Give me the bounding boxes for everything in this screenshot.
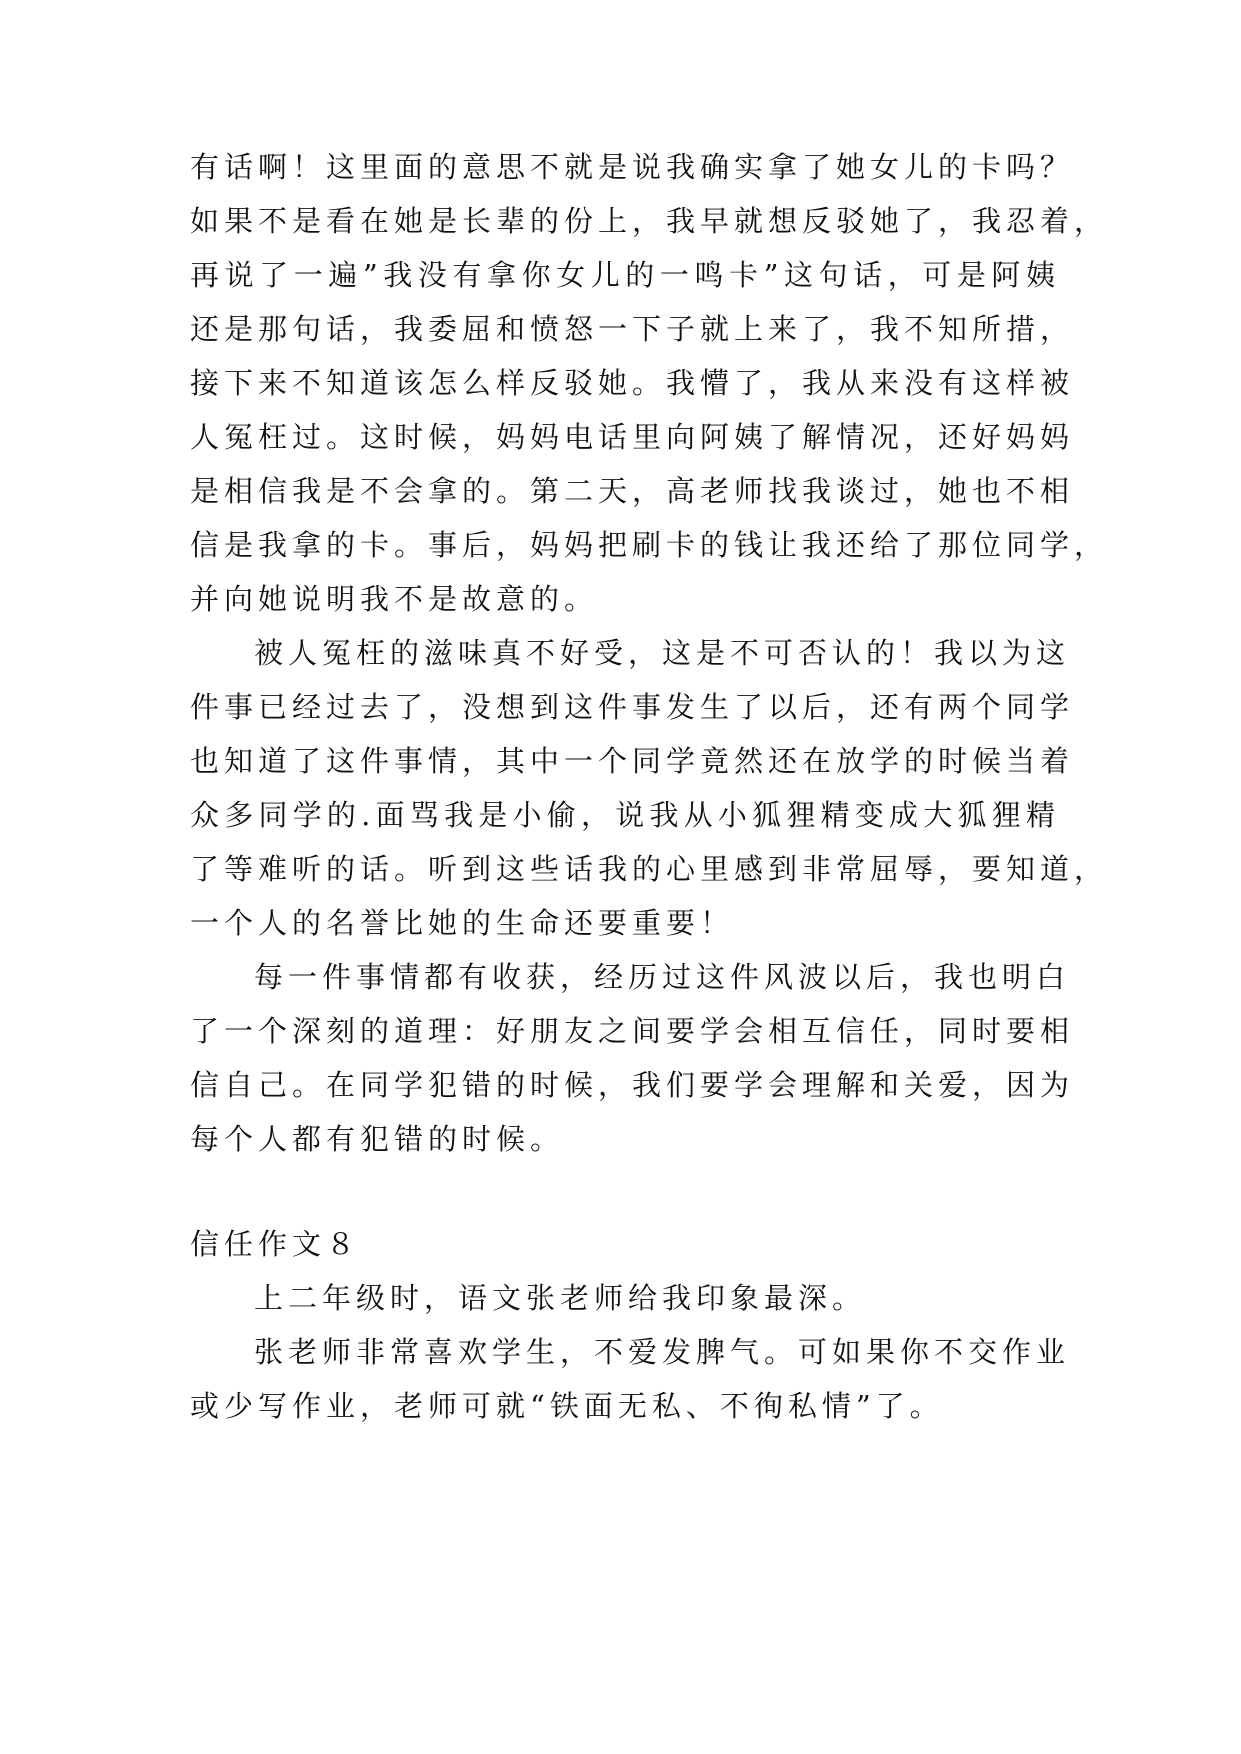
paragraph-1-line-9: 并向她说明我不是故意的。 [190, 582, 599, 616]
paragraph-1-line-3: 再说了一遍”我没有拿你女儿的一鸣卡”这句话，可是阿姨 [190, 258, 1060, 292]
paragraph-3-line-2: 了一个深刻的道理：好朋友之间要学会相互信任，同时要相 [190, 1014, 1075, 1048]
paragraph-2-line-1: 被人冤枉的滋味真不好受，这是不可否认的！我以为这 [254, 636, 1071, 670]
paragraph-3-line-3: 信自己。在同学犯错的时候，我们要学会理解和关爱，因为 [190, 1068, 1075, 1102]
section-title: 信任作文８ [190, 1227, 361, 1261]
paragraph-2-line-4: 众多同学的.面骂我是小偷，说我从小狐狸精变成大狐狸精 [190, 798, 1060, 832]
paragraph-2-line-5: 了等难听的话。听到这些话我的心里感到非常屈辱，要知道， [190, 852, 1109, 886]
paragraph-2-line-2: 件事已经过去了，没想到这件事发生了以后，还有两个同学 [190, 690, 1075, 724]
paragraph-1-line-4: 还是那句话，我委屈和愤怒一下子就上来了，我不知所措， [190, 312, 1075, 346]
paragraph-1-line-2: 如果不是看在她是长辈的份上，我早就想反驳她了，我忍着， [190, 204, 1109, 238]
paragraph-4-line-1: 上二年级时，语文张老师给我印象最深。 [254, 1281, 867, 1315]
paragraph-5-line-2: 或少写作业，老师可就“铁面无私、不徇私情”了。 [190, 1389, 944, 1423]
paragraph-1-line-1: 有话啊！这里面的意思不就是说我确实拿了她女儿的卡吗？ [190, 150, 1075, 184]
paragraph-5-line-1: 张老师非常喜欢学生，不爱发脾气。可如果你不交作业 [254, 1335, 1071, 1369]
paragraph-1-line-5: 接下来不知道该怎么样反驳她。我懵了，我从来没有这样被 [190, 366, 1075, 400]
paragraph-1-line-6: 人冤枉过。这时候，妈妈电话里向阿姨了解情况，还好妈妈 [190, 420, 1075, 454]
paragraph-1-line-7: 是相信我是不会拿的。第二天，高老师找我谈过，她也不相 [190, 474, 1075, 508]
paragraph-2-line-3: 也知道了这件事情，其中一个同学竟然还在放学的时候当着 [190, 744, 1075, 778]
paragraph-2-line-6: 一个人的名誉比她的生命还要重要！ [190, 906, 735, 940]
paragraph-1-line-8: 信是我拿的卡。事后，妈妈把刷卡的钱让我还给了那位同学， [190, 528, 1109, 562]
paragraph-3-line-4: 每个人都有犯错的时候。 [190, 1122, 565, 1156]
paragraph-3-line-1: 每一件事情都有收获，经历过这件风波以后，我也明白 [254, 960, 1071, 994]
